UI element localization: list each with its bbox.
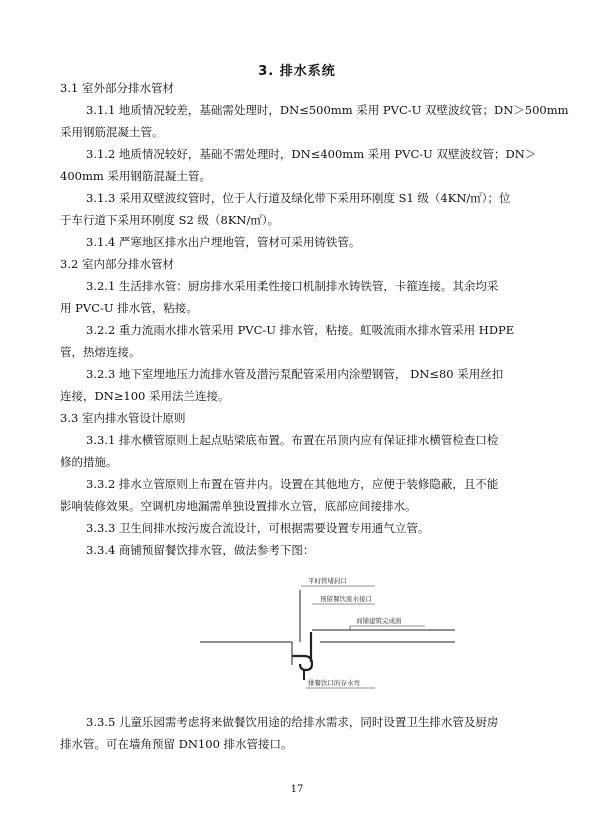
- paragraph-line: 3.3.4 商铺预留餐饮排水管，做法参考下图：: [86, 543, 315, 557]
- label-floor: 商铺建筑完成面: [356, 617, 402, 625]
- label-bottom: 排餐饮口的存水弯: [308, 679, 360, 687]
- label-reserved: 预留餐饮废水接口: [320, 595, 372, 603]
- section-title: 3. 排水系统: [258, 64, 336, 79]
- paragraph-line: 3.3.3 卫生间排水按污废合流设计，可根据需要设置专用通气立管。: [86, 521, 430, 535]
- heading-3-2: 3.2 室内部分排水管材: [60, 257, 174, 271]
- paragraph-line: 管，热熔连接。: [60, 345, 141, 359]
- paragraph-line: 用 PVC-U 排水管，粘接。: [60, 301, 198, 315]
- paragraph-line: 3.1.4 严寒地区排水出户埋地管，管材可采用铸铁管。: [86, 235, 361, 249]
- heading-3-3: 3.3 室内排水管设计原则: [60, 411, 186, 425]
- paragraph-line: 3.2.2 重力流雨水排水管采用 PVC-U 排水管，粘接。虹吸流雨水排水管采用 HDPE: [86, 323, 515, 337]
- paragraph-line: 400mm 采用钢筋混凝土管。: [60, 169, 211, 183]
- paragraph-line: 3.1.3 采用双壁波纹管时，位于人行道及绿化带下采用环刚度 S1 级（4KN/㎡）；位: [86, 191, 511, 205]
- trap-pipe: [292, 656, 312, 670]
- label-top: 平时管堵封口: [308, 577, 347, 585]
- drain-pipe-diagram: [200, 570, 460, 700]
- paragraph-line: 3.1.2 地质情况较好，基础不需处理时，DN≤400mm 采用 PVC-U 双壁波纹管；DN＞: [86, 147, 537, 161]
- paragraph-line: 3.3.1 排水横管原则上起点贴梁底布置。布置在吊顶内应有保证排水横管检查口检: [86, 433, 499, 447]
- paragraph-line: 排水管。可在墙角预留 DN100 排水管接口。: [60, 737, 293, 751]
- paragraph-line: 3.3.2 排水立管原则上布置在管井内。设置在其他地方，应便于装修隐蔽，且不能: [86, 477, 499, 491]
- paragraph-line: 影响装修效果。空调机房地漏需单独设置排水立管，底部应间接排水。: [60, 499, 417, 513]
- paragraph-line: 采用钢筋混凝土管。: [60, 125, 164, 139]
- paragraph-line: 连接，DN≥100 采用法兰连接。: [60, 389, 230, 403]
- paragraph-line: 3.3.5 儿童乐园需考虑将来做餐饮用途的给排水需求，同时设置卫生排水管及厨房: [86, 715, 499, 729]
- paragraph-line: 3.1.1 地质情况较差，基础需处理时，DN≤500mm 采用 PVC-U 双壁波纹管；DN＞500mm: [86, 103, 569, 117]
- paragraph-line: 于车行道下采用环刚度 S2 级（8KN/㎡）。: [60, 213, 280, 227]
- paragraph-line: 修的措施。: [60, 455, 118, 469]
- page-number: 17: [290, 784, 304, 795]
- heading-3-1: 3.1 室外部分排水管材: [60, 81, 174, 95]
- paragraph-line: 3.2.1 生活排水管：厨房排水采用柔性接口机制排水铸铁管，卡箍连接。其余均采: [86, 279, 499, 293]
- paragraph-line: 3.2.3 地下室埋地压力流排水管及潜污泵配管采用内涂塑钢管， DN≤80 采用丝扣: [86, 367, 504, 381]
